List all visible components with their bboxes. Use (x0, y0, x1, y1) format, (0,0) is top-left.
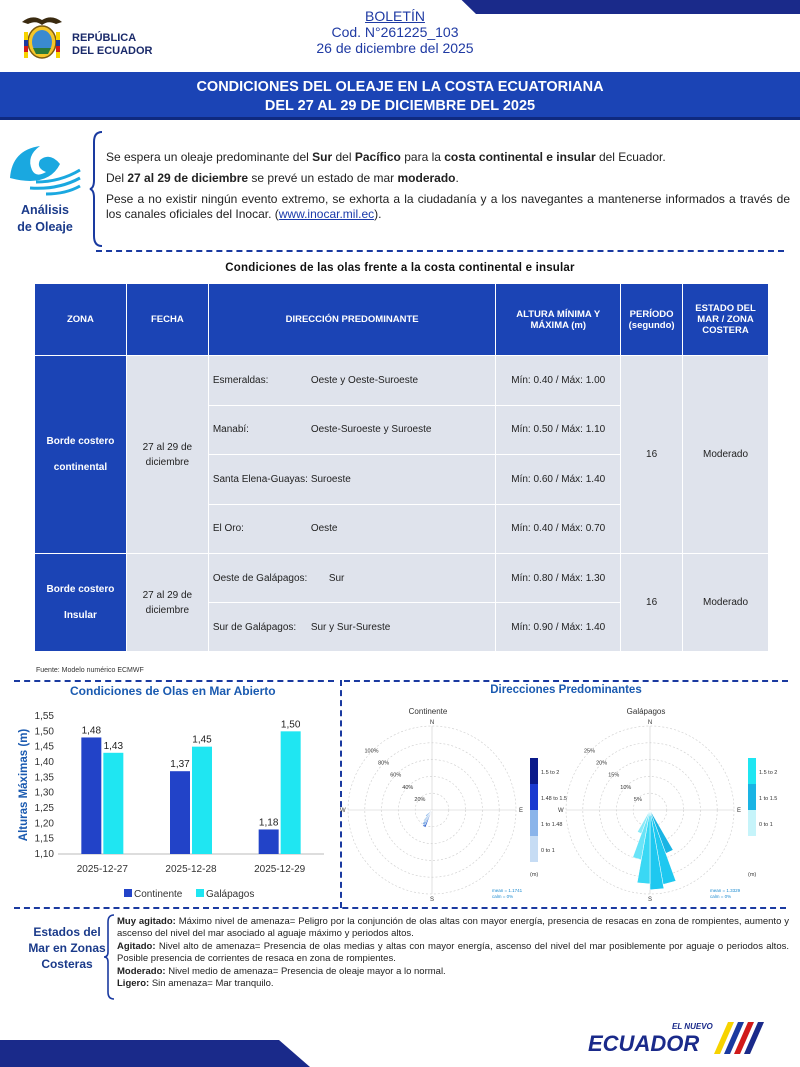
direction-cell: Sur de Galápagos: Sur y Sur-Sureste (208, 603, 496, 652)
bar-continente (259, 829, 279, 854)
y-tick-label: 1,35 (34, 772, 54, 784)
x-tick-label: 2025-12-29 (254, 864, 306, 875)
inocar-link[interactable]: www.inocar.mil.ec (278, 207, 375, 221)
sea-states-label-line1: Estados del (33, 925, 101, 939)
sea-state-cell: Moderado (683, 554, 769, 652)
table-row (35, 356, 769, 406)
coat-of-arms-icon (18, 14, 66, 64)
direction-cell: Manabí: Oeste-Suroeste y Suroeste (208, 405, 496, 455)
analysis-text (106, 150, 790, 228)
table-row (35, 554, 769, 603)
rose-legend-swatch (530, 784, 538, 810)
el-nuevo-ecuador-logo (586, 1018, 776, 1058)
table-header-row (35, 284, 769, 356)
rose-legend-label: 1 to 1.5 (759, 796, 778, 802)
rose-stat: mean = 1.3329 (710, 888, 741, 893)
rose-stat: calm = 0% (492, 894, 514, 899)
data-label: 1,18 (258, 817, 279, 829)
sea-states-text (117, 916, 789, 990)
rose-ring-label: 80% (378, 760, 390, 767)
rose-legend-swatch (530, 810, 538, 836)
data-label: 1,43 (103, 740, 124, 752)
col-header-fecha: FECHA (126, 284, 208, 356)
state-moderado: Moderado: Nivel medio de amenaza= Presencia de oleaje mayor a lo normal. (117, 965, 446, 977)
compass-s: S (647, 897, 653, 903)
legend-swatch (196, 889, 204, 897)
y-axis-label: Alturas Máximas (m) (18, 728, 30, 842)
roses-title: Direcciones Predominantes (490, 684, 642, 696)
period-cell: 16 (621, 356, 683, 554)
rose-ring-label: 20% (414, 796, 426, 803)
sea-state-cell: Moderado (683, 356, 769, 554)
chart-title: Condiciones de Olas en Mar Abierto (70, 684, 276, 698)
y-tick-label: 1,40 (34, 757, 54, 768)
divider (344, 680, 788, 682)
rose-stat: calm = 0% (710, 894, 732, 899)
analysis-label (10, 202, 80, 236)
divider (96, 250, 784, 252)
rose-legend-swatch (530, 836, 538, 862)
title-line1: CONDICIONES DEL OLEAJE EN LA COSTA ECUATORIANA (196, 79, 604, 95)
state-ligero: Ligero: Sin amenaza= Mar tranquilo. (117, 978, 274, 990)
direction-cell: Oeste de Galápagos: Sur (208, 554, 496, 603)
direction-cell: El Oro: Oeste (208, 504, 496, 554)
y-tick-label: 1,20 (34, 818, 54, 830)
wave-icon (6, 138, 84, 198)
rose-legend-swatch (530, 758, 538, 784)
col-header-altura: ALTURA MÍNIMA Y MÁXIMA (m) (496, 284, 621, 356)
rose-unit: (m) (748, 872, 757, 878)
rose-title: Galápagos (626, 707, 666, 716)
analysis-paragraph-3: Pese a no existir ningún evento extremo, se exhorta a la ciudadanía y a los navegantes a mantenerse informados a través de los canales oficiales del Inocar. (www.inocar.mil.ec). (106, 192, 790, 221)
table-caption: Condiciones de las olas frente a la costa continental e insular (225, 262, 575, 274)
rose-ring-label: 10% (620, 784, 632, 791)
bar-galpagos (281, 731, 301, 854)
data-label: 1,37 (170, 759, 190, 771)
direction-cell: Santa Elena-Guayas: Suroeste (208, 455, 496, 505)
period-cell: 16 (621, 554, 683, 652)
data-label: 1,48 (81, 725, 102, 737)
title-bar (0, 72, 800, 120)
rose-stat: mean = 1.1741 (492, 888, 523, 893)
y-tick-label: 1,15 (34, 833, 54, 845)
col-header-zona: ZONA (35, 284, 127, 356)
bulletin-header (300, 8, 490, 56)
wave-height-bar-chart (14, 700, 334, 905)
height-cell: Mín: 0.40 / Máx: 0.70 (496, 504, 621, 554)
legend-swatch (124, 889, 132, 897)
bar-galpagos (192, 747, 212, 854)
legend-label: Continente (134, 889, 183, 900)
rose-ring-label: 25% (584, 748, 596, 755)
bar-continente (81, 737, 101, 854)
data-label: 1,45 (192, 734, 212, 746)
bar-galpagos (103, 753, 123, 854)
col-header-direccion: DIRECCIÓN PREDOMINANTE (208, 284, 496, 356)
sea-states-label-line2: Mar en Zonas (28, 941, 106, 955)
rose-legend-swatch (748, 810, 756, 836)
sea-states-label (24, 924, 110, 972)
rose-unit: (m) (530, 872, 539, 878)
rose-ring-label: 15% (608, 772, 620, 779)
rose-legend-label: 1.5 to 2 (541, 770, 560, 776)
rose-ring-label: 60% (390, 772, 402, 779)
height-cell: Mín: 0.50 / Máx: 1.10 (496, 405, 621, 455)
bulletin-code: Cod. N°261225_103 (331, 24, 459, 40)
x-tick-label: 2025-12-28 (165, 864, 217, 875)
y-tick-label: 1,10 (34, 849, 54, 860)
rose-legend-swatch (748, 758, 756, 784)
y-tick-label: 1,30 (34, 787, 54, 799)
rose-legend-label: 1.5 to 2 (759, 770, 778, 776)
divider (14, 907, 786, 909)
rose-ring-label: 5% (633, 796, 642, 803)
logo-small-text: EL NUEVO (672, 1022, 713, 1031)
logo-big-text: ECUADOR (588, 1031, 700, 1056)
bottom-decor-band (0, 1040, 310, 1067)
col-header-estado: ESTADO DEL MAR / ZONA COSTERA (683, 284, 769, 356)
height-cell: Mín: 0.90 / Máx: 1.40 (496, 603, 621, 652)
rose-legend-swatch (748, 784, 756, 810)
rose-legend-label: 0 to 1 (541, 848, 555, 854)
compass-s: S (429, 897, 435, 903)
compass-e: E (737, 808, 742, 814)
rose-title: Continente (408, 707, 448, 716)
bar-continente (170, 771, 190, 854)
compass-e: E (519, 808, 524, 814)
sea-states-label-line3: Costeras (41, 957, 93, 971)
fecha-cell: 27 al 29 de diciembre (126, 356, 208, 554)
data-label: 1,50 (280, 719, 301, 731)
state-agitado: Agitado: Nivel alto de amenaza= Presencia de olas medias y altas con mayor energía, ascenso del nivel del mar posiblemente por aguaje o periodos altos. Posible presencia de corrientes de resaca en zona de rompientes. (117, 940, 789, 965)
y-tick-label: 1,50 (34, 726, 54, 738)
title-line2: DEL 27 AL 29 DE DICIEMBRE DEL 2025 (264, 98, 536, 114)
state-muy-agitado: Muy agitado: Máximo nivel de amenaza= Peligro por la conjunción de olas altas con mayor energía, presencia de resacas en zona de rompientes, aumento y ascenso del nivel del mar asociado al aguaje máximo y periodos altos. (117, 916, 789, 940)
top-decor-stripe (440, 0, 800, 14)
compass-n: N (429, 720, 435, 726)
brace-icon (104, 914, 116, 1000)
analysis-paragraph-2: Del 27 al 29 de diciembre se prevé un estado de mar moderado. (106, 171, 459, 185)
fecha-cell: 27 al 29 de diciembre (126, 554, 208, 652)
y-tick-label: 1,25 (34, 803, 54, 814)
analysis-paragraph-1: Se espera un oleaje predominante del Sur del Pacífico para la costa continental e insular del Ecuador. (106, 150, 666, 164)
compass-n: N (647, 720, 653, 726)
republic-line1: REPÚBLICA (72, 32, 137, 44)
divider (14, 680, 334, 682)
rose-legend-label: 1 to 1.48 (541, 822, 563, 828)
zona-cell: Borde costero Insular (35, 554, 127, 652)
rose-legend-label: 1.48 to 1.5 (541, 796, 567, 802)
analysis-label-line1: Análisis (21, 203, 69, 217)
republic-line2: DEL ECUADOR (72, 45, 153, 57)
compass-w: W (558, 808, 564, 814)
analysis-label-line2: de Oleaje (17, 220, 73, 234)
height-cell: Mín: 0.40 / Máx: 1.00 (496, 356, 621, 406)
rose-ring-label: 20% (596, 760, 608, 767)
rose-legend-label: 0 to 1 (759, 822, 773, 828)
direction-cell: Esmeraldas: Oeste y Oeste-Suroeste (208, 356, 496, 406)
source-note: Fuente: Modelo numérico ECMWF (36, 667, 144, 674)
bulletin-date: 26 de diciembre del 2025 (316, 40, 474, 56)
y-tick-label: 1,45 (34, 741, 54, 753)
x-tick-label: 2025-12-27 (76, 864, 128, 875)
height-cell: Mín: 0.80 / Máx: 1.30 (496, 554, 621, 603)
brace-icon (90, 130, 104, 248)
republic-name (72, 32, 152, 58)
analysis-section (0, 130, 800, 250)
compass-w: W (340, 808, 346, 814)
wind-rose-continente (340, 700, 567, 903)
col-header-periodo: PERÍODO (segundo) (621, 284, 683, 356)
rose-ring-label: 40% (402, 784, 414, 791)
bulletin-label: BOLETÍN (365, 8, 425, 24)
zona-cell: Borde costero continental (35, 356, 127, 554)
wind-rose-galapagos (558, 700, 778, 903)
y-tick-label: 1,55 (34, 711, 54, 722)
legend-label: Galápagos (206, 889, 255, 900)
wave-conditions-table (34, 283, 769, 652)
vertical-divider (340, 680, 342, 908)
height-cell: Mín: 0.60 / Máx: 1.40 (496, 455, 621, 505)
rose-ring-label: 100% (364, 748, 379, 755)
